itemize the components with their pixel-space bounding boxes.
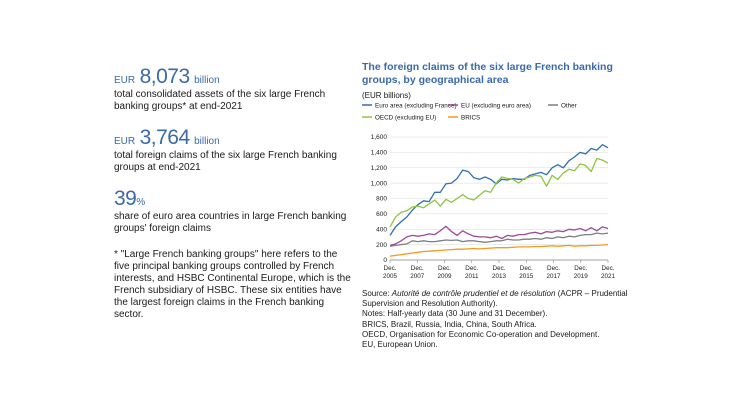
series-line xyxy=(390,245,608,257)
source-note: OECD, Organisation for Economic Co-operation and Development. xyxy=(362,329,600,339)
x-tick-label: Dec. xyxy=(465,265,479,272)
series-line xyxy=(390,159,608,227)
chart-source xyxy=(362,289,632,350)
x-tick-label: Dec. xyxy=(492,265,506,272)
y-tick-label: 400 xyxy=(376,226,387,234)
source-prefix: Source: xyxy=(362,289,392,298)
y-tick-label: 0 xyxy=(383,257,387,265)
chart-unit: (EUR billions) xyxy=(362,91,411,100)
source-authority: Autorité de contrôle prudentiel et de résolution xyxy=(391,289,556,298)
source-note: Notes: Half-yearly data (30 June and 31 December). xyxy=(362,309,548,319)
stat-suffix: % xyxy=(136,197,146,208)
x-tick-label: Dec. xyxy=(383,265,397,272)
stat-headline xyxy=(114,66,354,87)
series-line xyxy=(390,145,608,236)
y-tick-label: 800 xyxy=(376,195,387,203)
y-tick-label: 1,200 xyxy=(370,164,387,172)
stat-number: 8,073 xyxy=(139,65,190,88)
stat-headline xyxy=(114,188,354,209)
x-tick-label: 2007 xyxy=(410,273,425,280)
x-tick-label: 2009 xyxy=(437,273,452,280)
stat-prefix: EUR xyxy=(114,75,136,86)
stat-prefix: EUR xyxy=(114,136,136,147)
x-tick-label: Dec. xyxy=(574,265,588,272)
footnote: * "Large French banking groups" here refers to the five principal banking groups controlled by French interests, and HSBC Continental Europe, which is the French subsidiary of HSBC. These six entities have the largest foreign claims in the French banking sector. xyxy=(114,249,351,320)
source-note: EU, European Union. xyxy=(362,340,438,350)
x-tick-label: Dec. xyxy=(410,265,424,272)
line-chart xyxy=(340,100,630,285)
stat-description: share of euro area countries in large French banking groups' foreign claims xyxy=(114,211,347,234)
x-tick-label: 2015 xyxy=(519,273,534,280)
stat-suffix: billion xyxy=(194,136,220,147)
stat-assets xyxy=(114,66,354,113)
y-tick-label: 1,400 xyxy=(370,149,387,157)
source-note: BRICS, Brazil, Russia, India, China, South Africa. xyxy=(362,319,537,329)
x-tick-label: Dec. xyxy=(438,265,451,272)
x-tick-label: 2011 xyxy=(464,273,479,280)
stat-number: 39 xyxy=(114,187,137,210)
y-tick-label: 1,000 xyxy=(370,180,387,188)
x-tick-label: Dec. xyxy=(547,265,560,272)
legend-label: Euro area (excluding France) xyxy=(375,102,457,110)
stat-description: total consolidated assets of the six large French banking groups* at end-2021 xyxy=(114,89,326,112)
legend-label: BRICS xyxy=(461,114,481,122)
y-tick-label: 600 xyxy=(376,211,387,219)
x-tick-label: 2019 xyxy=(573,273,588,280)
x-tick-label: Dec. xyxy=(601,265,615,272)
chart-title: The foreign claims of the six large French banking groups, by geographical area xyxy=(362,61,613,86)
stat-description: total foreign claims of the six large French banking groups at end-2021 xyxy=(114,150,337,173)
x-tick-label: 2021 xyxy=(600,273,616,280)
x-tick-label: 2005 xyxy=(382,273,398,280)
legend-label: OECD (excluding EU) xyxy=(375,114,437,122)
x-tick-label: Dec. xyxy=(519,265,533,272)
y-tick-label: 1,600 xyxy=(370,134,387,142)
stat-headline xyxy=(114,127,354,148)
stat-euro-share xyxy=(114,188,354,235)
stat-foreign-claims xyxy=(114,127,354,174)
source-rest: (ACPR – Prudential Supervision and Resolution Authority). xyxy=(362,289,628,309)
legend-label: Other xyxy=(561,102,577,110)
key-figures-panel xyxy=(114,66,354,321)
x-tick-label: 2013 xyxy=(491,273,507,280)
y-tick-label: 200 xyxy=(376,241,387,249)
legend-label: EU (excluding euro area) xyxy=(461,102,532,110)
stat-number: 3,764 xyxy=(139,126,190,149)
x-tick-label: 2017 xyxy=(546,273,561,280)
stat-suffix: billion xyxy=(194,75,220,86)
